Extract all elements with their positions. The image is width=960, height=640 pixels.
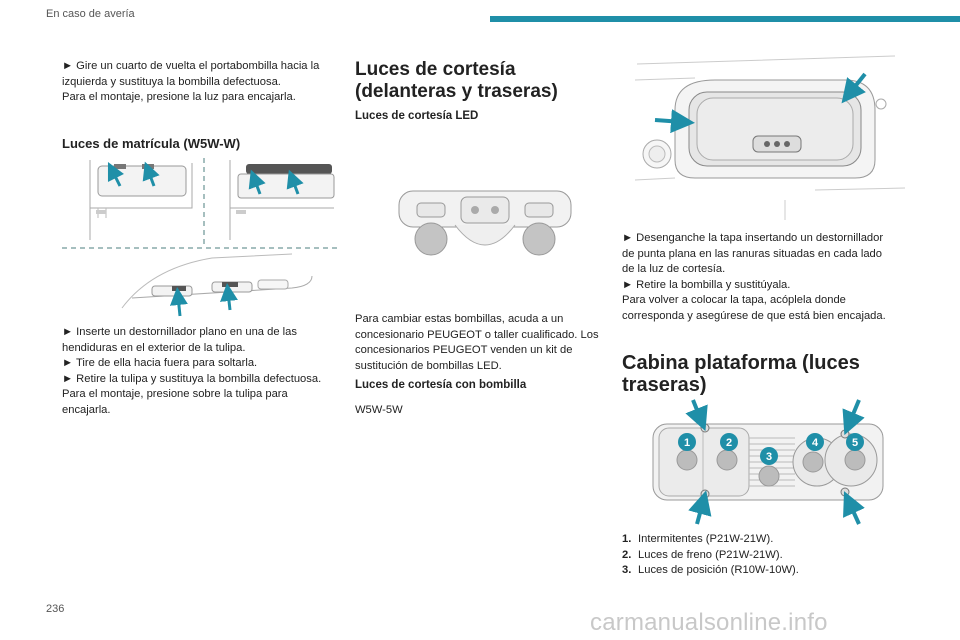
courtesy-steps (622, 231, 897, 325)
paragraph: ► Desenganche la tapa insertando un destornillador de punta plana en las ranuras situadas en cada lado de la luz de cortesía. (622, 232, 884, 276)
legend-number: 2. (622, 548, 632, 561)
paragraph: ► Retire la bombilla y sustitúyala. (622, 278, 791, 291)
paragraph: Para el montaje, presione sobre la tulipa para encajarla. (62, 388, 288, 416)
svg-text:2: 2 (725, 437, 733, 449)
led-heading: Luces de cortesía LED (355, 110, 479, 122)
paragraph: ► Retire la tulipa y sustituya la bombilla defectuosa. (62, 372, 322, 385)
legend-number: 3. (622, 564, 632, 577)
plate-steps (62, 325, 338, 419)
watermark: carmanualsonline.info (590, 609, 828, 636)
lamp-marker-5 (846, 433, 864, 451)
plate-light-illustration (62, 158, 338, 318)
lamp-marker-3 (760, 447, 778, 465)
svg-text:1: 1 (683, 437, 691, 449)
bulb-type: W5W-5W (355, 404, 403, 416)
legend-item (622, 532, 897, 548)
page-number: 236 (46, 603, 65, 615)
intro-text (62, 59, 332, 106)
legend-item (622, 548, 897, 564)
paragraph: ► Gire un cuarto de vuelta el portabombilla hacia la izquierda y sustituya la bombilla defectuosa. (62, 60, 320, 88)
paragraph: Para volver a colocar la tapa, acóplela donde corresponda y asegúrese de que está bien encajada. (622, 294, 886, 322)
lamp-marker-4 (806, 433, 824, 451)
svg-text:5: 5 (851, 437, 859, 449)
courtesy-light-cover-illustration (635, 50, 905, 220)
plate-lights-heading: Luces de matrícula (W5W-W) (62, 136, 241, 151)
header-accent-bar (490, 16, 960, 22)
paragraph: ► Inserte un destornillador plano en una de las hendiduras en el exterior de la tulipa. (62, 326, 297, 354)
paragraph: Para el montaje, presione la luz para encajarla. (62, 91, 296, 104)
led-text: Para cambiar estas bombillas, acuda a un concesionario PEUGEOT o taller cualificado. Los concesionarios PEUGEOT venden un kit de sustitución de bombillas LED. (355, 313, 599, 372)
running-header: En caso de avería (46, 8, 135, 20)
legend-item (622, 563, 897, 579)
lamp-legend (622, 532, 897, 579)
lamp-marker-1 (678, 433, 696, 451)
legend-text: Intermitentes (P21W-21W). (638, 533, 774, 545)
svg-text:4: 4 (811, 437, 819, 449)
rear-lamp-illustration (645, 398, 890, 526)
led-courtesy-light-illustration (395, 185, 575, 265)
svg-text:3: 3 (765, 451, 773, 463)
lamp-marker-2 (720, 433, 738, 451)
legend-number: 1. (622, 533, 632, 545)
courtesy-lights-heading: Luces de cortesía (delanteras y traseras) (355, 59, 558, 102)
legend-text: Luces de posición (R10W-10W). (638, 564, 799, 577)
paragraph: ► Tire de ella hacia fuera para soltarla. (62, 357, 258, 370)
bulb-heading: Luces de cortesía con bombilla (355, 379, 527, 391)
legend-text: Luces de freno (P21W-21W). (638, 548, 783, 561)
platform-cab-heading: Cabina plataforma (luces traseras) (622, 352, 860, 396)
